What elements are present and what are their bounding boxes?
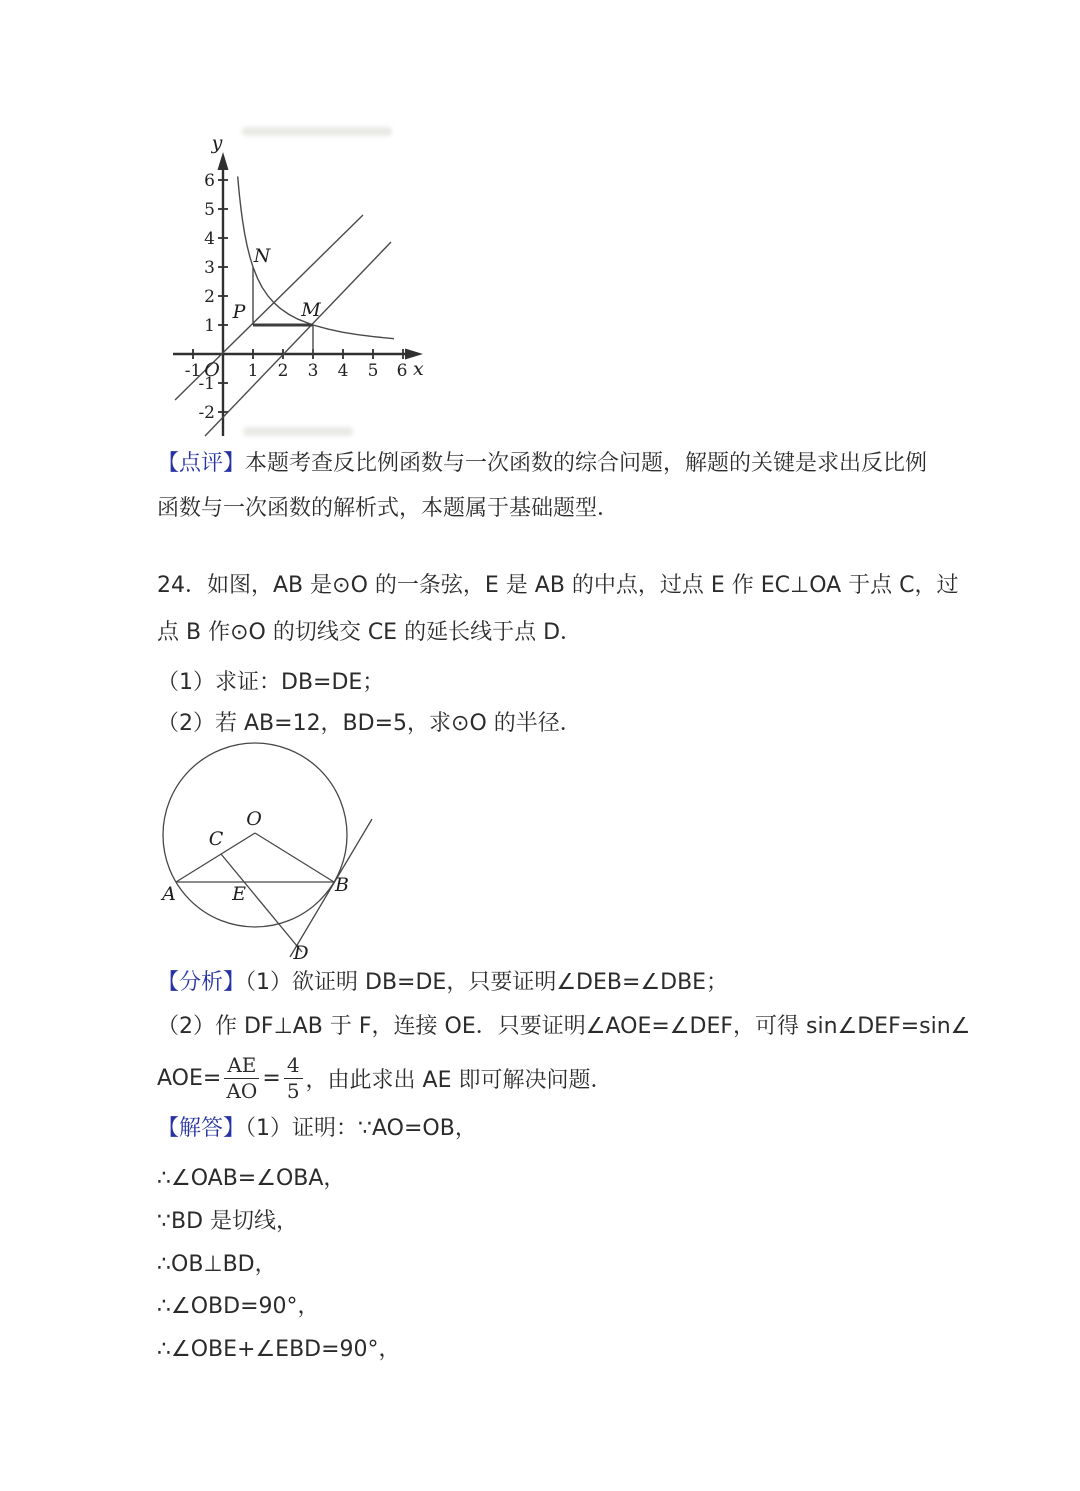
point-label-E: E bbox=[232, 883, 246, 905]
y-tick-label: -1 bbox=[198, 374, 215, 394]
fraction-AE-AO bbox=[224, 1054, 259, 1102]
point-label-D: D bbox=[293, 942, 309, 964]
x-axis-label: x bbox=[413, 358, 424, 380]
equals-sign: = bbox=[262, 1065, 281, 1091]
fraction-line-prefix: AOE= bbox=[157, 1065, 222, 1091]
problem-part2: （2）若 AB=12，BD=5，求⊙O 的半径． bbox=[157, 711, 582, 736]
origin-label: O bbox=[204, 359, 220, 381]
y-tick-label: -2 bbox=[198, 403, 215, 423]
analysis-label: 【分析】 bbox=[157, 970, 246, 995]
solution-proof-intro: （1）证明：∵AO=OB， bbox=[245, 1116, 477, 1141]
y-tick-label: 3 bbox=[204, 258, 215, 278]
x-tick-label: -1 bbox=[184, 361, 202, 381]
analysis-line2: （2）作 DF⊥AB 于 F，连接 OE．只要证明∠AOE=∠DEF，可得 sin∠DEF=sin∠ bbox=[157, 1014, 971, 1039]
solution-step: ∵BD 是切线， bbox=[157, 1208, 299, 1234]
x-tick-label: 4 bbox=[337, 361, 349, 381]
fraction-line-suffix: ，由此求出 AE 即可解决问题． bbox=[305, 1067, 613, 1093]
point-label-M: M bbox=[301, 299, 321, 321]
problem-statement bbox=[157, 562, 959, 656]
point-label-P: P bbox=[232, 301, 246, 323]
comment-text-line2: 函数与一次函数的解析式，本题属于基础题型． bbox=[157, 496, 620, 521]
y-tick-label: 4 bbox=[204, 229, 215, 249]
line-y-equals-x-minus-2 bbox=[205, 242, 391, 436]
fraction-numerator: 4 bbox=[284, 1054, 303, 1078]
function-graph-figure bbox=[165, 118, 437, 440]
point-label-A: A bbox=[162, 883, 176, 905]
comment-label: 【点评】 bbox=[157, 451, 246, 476]
analysis-text-line1: （1）欲证明 DB=DE，只要证明∠DEB=∠DBE； bbox=[245, 970, 729, 995]
solution-step: ∴OB⊥BD， bbox=[157, 1251, 277, 1277]
solution-step: ∴∠OAB=∠OBA， bbox=[157, 1166, 346, 1191]
point-label-C: C bbox=[208, 828, 224, 850]
fraction-denominator: AO bbox=[226, 1078, 258, 1103]
y-tick-label: 1 bbox=[204, 316, 215, 336]
tangent-line-BD bbox=[290, 819, 372, 957]
y-tick-label: 6 bbox=[204, 171, 215, 191]
x-tick-label: 3 bbox=[307, 361, 319, 381]
solution-steps bbox=[157, 1158, 401, 1372]
problem-number: 24． bbox=[157, 573, 207, 598]
point-label-N: N bbox=[253, 245, 271, 267]
solution-step: ∴∠OBE+∠EBD=90°， bbox=[157, 1337, 401, 1363]
analysis-fraction-line bbox=[157, 1048, 612, 1108]
y-tick-label: 2 bbox=[204, 287, 215, 307]
solution-step: ∴∠OBD=90°， bbox=[157, 1294, 320, 1320]
problem-text-line1: 如图，AB 是⊙O 的一条弦，E 是 AB 的中点，过点 E 作 EC⊥OA 于点 C，过 bbox=[207, 573, 959, 598]
solution-label: 【解答】 bbox=[157, 1116, 246, 1141]
circle-figure bbox=[140, 735, 410, 985]
y-axis-label: y bbox=[211, 132, 223, 154]
point-label-O: O bbox=[246, 808, 262, 830]
fraction-4-5 bbox=[284, 1054, 303, 1102]
segment-OB bbox=[255, 833, 334, 882]
y-tick-label: 5 bbox=[204, 200, 215, 220]
x-tick-label: 5 bbox=[367, 361, 379, 381]
solution-line1 bbox=[157, 1112, 477, 1146]
comment-paragraph bbox=[157, 441, 927, 531]
fraction-numerator: AE bbox=[224, 1054, 259, 1078]
problem-text-line2: 点 B 作⊙O 的切线交 CE 的延长线于点 D． bbox=[157, 620, 583, 645]
analysis-line1 bbox=[157, 966, 728, 1000]
x-tick-label: 6 bbox=[396, 361, 408, 381]
x-tick-label: 2 bbox=[277, 361, 289, 381]
point-label-B: B bbox=[335, 874, 349, 896]
circle-O bbox=[163, 743, 347, 927]
fraction-denominator: 5 bbox=[286, 1078, 300, 1103]
x-tick-label: 1 bbox=[247, 361, 259, 381]
comment-text-line1: 本题考查反比例函数与一次函数的综合问题，解题的关键是求出反比例 bbox=[245, 451, 928, 476]
problem-part1: （1）求证：DB=DE； bbox=[157, 670, 385, 695]
y-axis-arrow bbox=[218, 152, 229, 170]
